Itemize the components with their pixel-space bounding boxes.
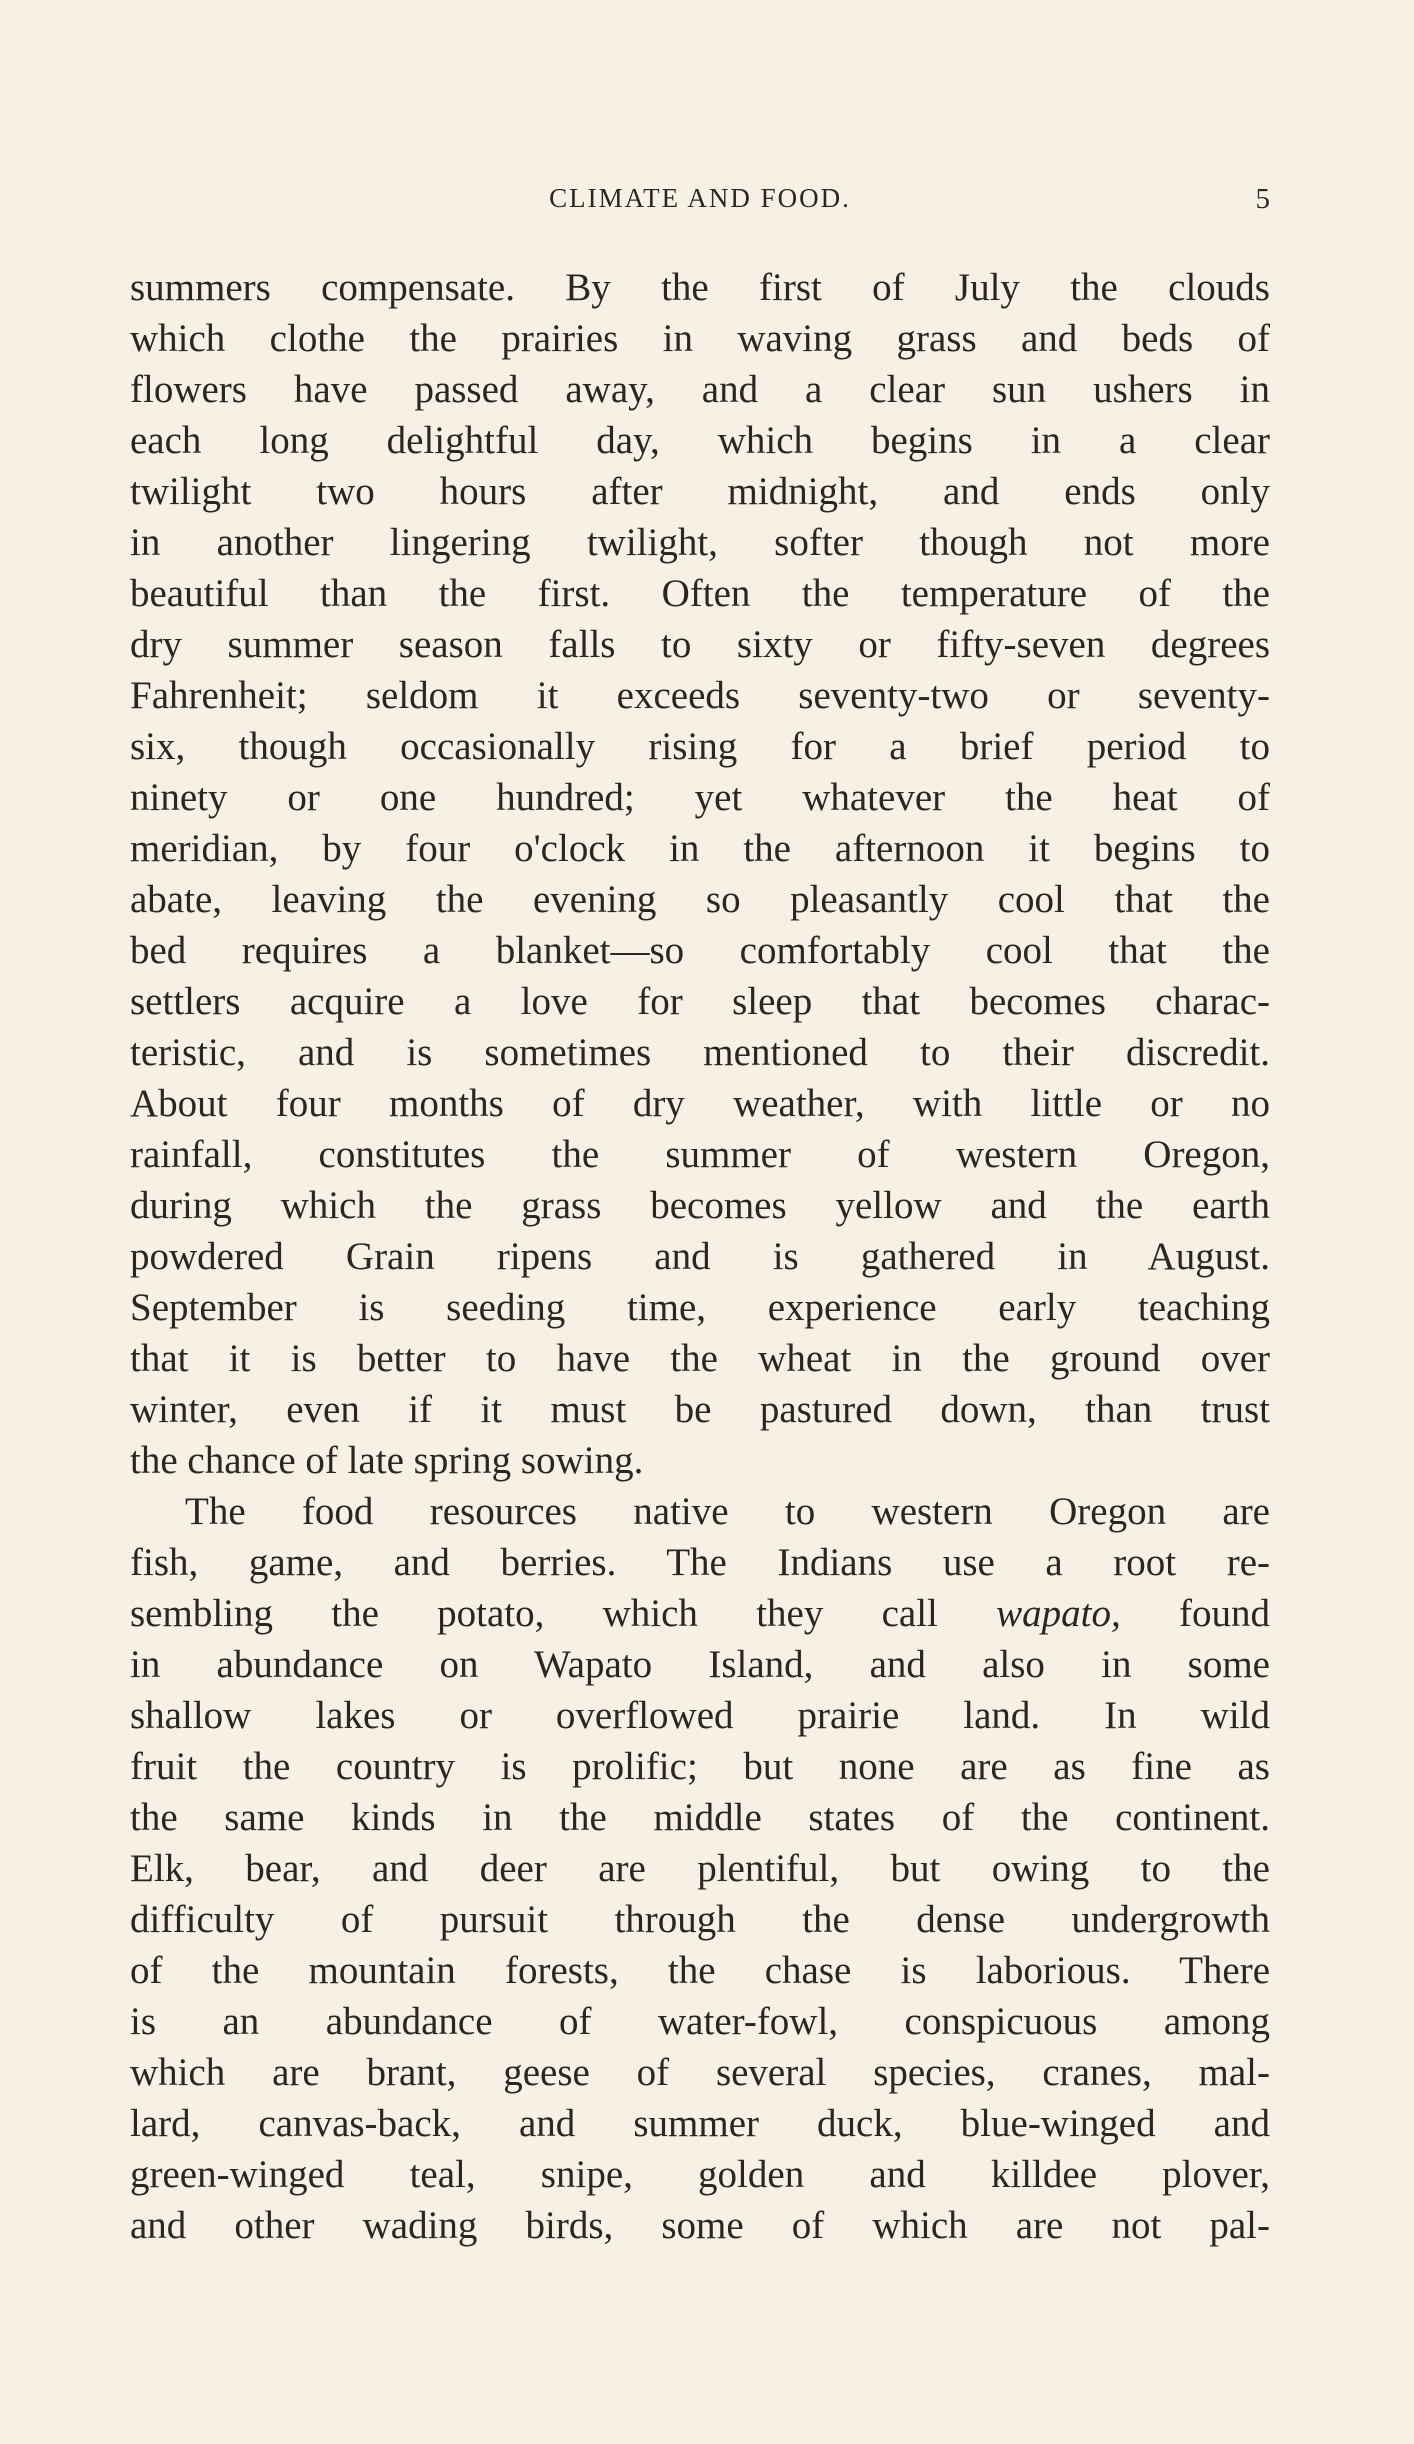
text-line: dry summer season falls to sixty or fifty-seven degrees — [130, 623, 1270, 666]
text-line: summers compensate. By the first of July the clouds — [130, 266, 1270, 309]
text-line: each long delightful day, which begins in a clear — [130, 419, 1270, 462]
text-line: and other wading birds, some of which are not pal- — [130, 2204, 1270, 2247]
text-segment: sembling the potato, which they call — [130, 1592, 997, 1635]
text-line: fish, game, and berries. The Indians use a root re- — [130, 1541, 1270, 1584]
text-line: in abundance on Wapato Island, and also in some — [130, 1643, 1270, 1686]
text-line: teristic, and is sometimes mentioned to their discredit. — [130, 1031, 1270, 1074]
running-head — [130, 183, 1270, 223]
text-line: September is seeding time, experience early teaching — [130, 1286, 1270, 1329]
text-line: Fahrenheit; seldom it exceeds seventy-two or seventy- — [130, 674, 1270, 717]
text-line: ninety or one hundred; yet whatever the heat of — [130, 776, 1270, 819]
text-line: of the mountain forests, the chase is laborious. There — [130, 1949, 1270, 1992]
text-line: About four months of dry weather, with little or no — [130, 1082, 1270, 1125]
text-line: meridian, by four o'clock in the afternoon it begins to — [130, 827, 1270, 870]
text-line: bed requires a blanket—so comfortably cool that the — [130, 929, 1270, 972]
text-line: in another lingering twilight, softer though not more — [130, 521, 1270, 564]
text-line: the same kinds in the middle states of the continent. — [130, 1796, 1270, 1839]
body-text — [130, 262, 1270, 2251]
text-line: powdered Grain ripens and is gathered in August. — [130, 1235, 1270, 1278]
text-line: abate, leaving the evening so pleasantly cool that the — [130, 878, 1270, 921]
text-line: which clothe the prairies in waving grass and beds of — [130, 317, 1270, 360]
text-line-paragraph-end: the chance of late spring sowing. — [130, 1439, 644, 1482]
text-line: is an abundance of water-fowl, conspicuous among — [130, 2000, 1270, 2043]
text-line: shallow lakes or overflowed prairie land. In wild — [130, 1694, 1270, 1737]
text-line: which are brant, geese of several species, cranes, mal- — [130, 2051, 1270, 2094]
text-line: difficulty of pursuit through the dense undergrowth — [130, 1898, 1270, 1941]
text-line: winter, even if it must be pastured down, than trust — [130, 1388, 1270, 1431]
text-line: green-winged teal, snipe, golden and killdee plover, — [130, 2153, 1270, 2196]
text-line: rainfall, constitutes the summer of western Oregon, — [130, 1133, 1270, 1176]
page-number: 5 — [1255, 183, 1270, 215]
text-line: twilight two hours after midnight, and ends only — [130, 470, 1270, 513]
text-segment: found — [1120, 1592, 1270, 1635]
text-line: that it is better to have the wheat in the ground over — [130, 1337, 1270, 1380]
text-line-with-italic — [130, 1588, 1270, 1639]
text-line-paragraph-start: The food resources native to western Oregon are — [185, 1490, 1270, 1533]
text-line: during which the grass becomes yellow and the earth — [130, 1184, 1270, 1227]
text-line: lard, canvas-back, and summer duck, blue-winged and — [130, 2102, 1270, 2145]
text-line: beautiful than the first. Often the temperature of the — [130, 572, 1270, 615]
text-line: fruit the country is prolific; but none are as fine as — [130, 1745, 1270, 1788]
text-line: Elk, bear, and deer are plentiful, but owing to the — [130, 1847, 1270, 1890]
text-line: six, though occasionally rising for a brief period to — [130, 725, 1270, 768]
text-line: flowers have passed away, and a clear sun ushers in — [130, 368, 1270, 411]
running-title: CLIMATE AND FOOD. — [549, 183, 851, 213]
italic-word: wapato, — [996, 1592, 1121, 1635]
text-line: settlers acquire a love for sleep that becomes charac- — [130, 980, 1270, 1023]
